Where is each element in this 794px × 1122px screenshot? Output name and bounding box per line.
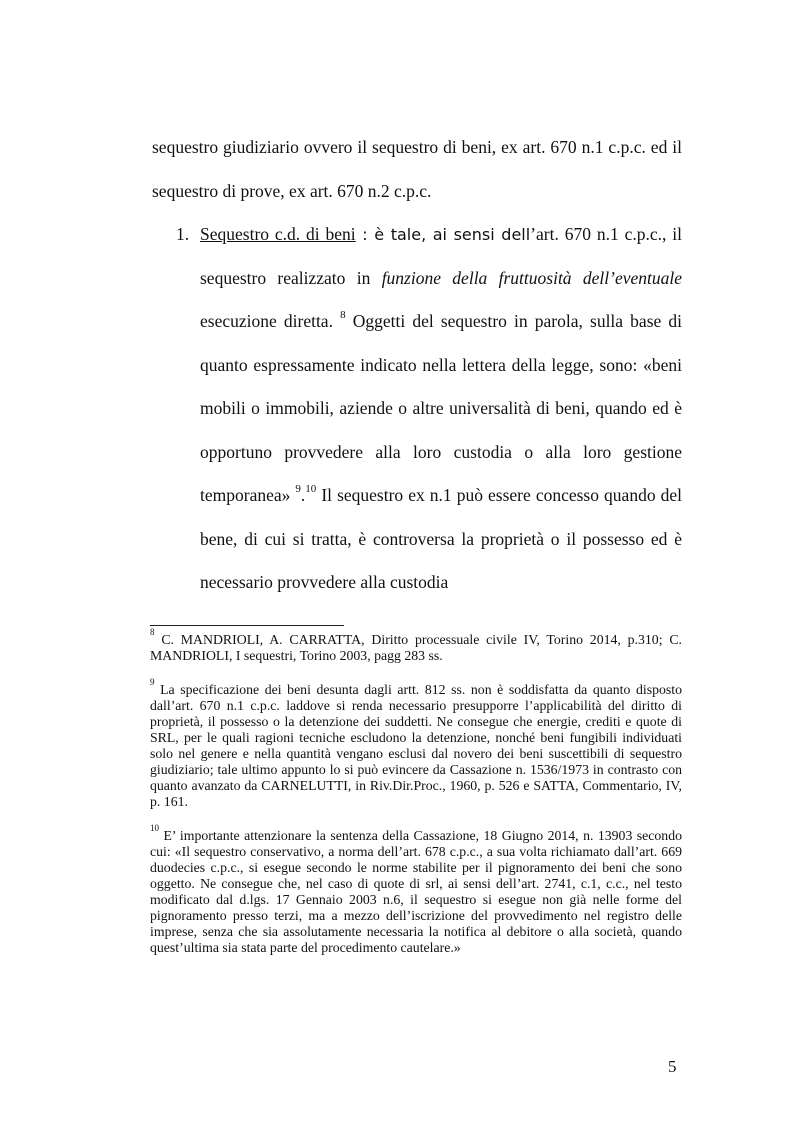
italic-text: funzione della fruttuosità dell’eventuale: [381, 267, 682, 288]
text-segment: Il sequestro ex n.1 può essere concesso quando del bene, di cui si tratta, è controversa la proprietà o il possesso ed è necessario provvedere alla custodia: [200, 485, 682, 592]
list-item: [152, 213, 682, 605]
footnote-number: 10: [150, 823, 159, 834]
text-segment: .: [300, 485, 306, 505]
term-colon: :: [355, 225, 375, 244]
footnote-ref-8[interactable]: 8: [340, 309, 346, 322]
footnote-9: [150, 677, 682, 810]
footnote-text: C. MANDRIOLI, A. CARRATTA, Diritto processuale civile IV, Torino 2014, p.310; C. MANDRIOLI, I sequestri, Torino 2003, pagg 283 ss.: [150, 632, 682, 663]
footnote-ref-9[interactable]: 9: [295, 483, 301, 496]
emphasis-text: è tale, ai sensi dell: [374, 225, 531, 244]
footnote-text: La specificazione dei beni desunta dagli artt. 812 ss. non è soddisfatta da quanto disposto dall’art. 670 n.1 c.p.c. laddove si renda necessario presupporre l’applicabilità del diritto di proprietà, il possesso o la detenzione dei suddetti. Ne consegue che energie, crediti e quote di SRL, per le quali ragioni tecniche escludono la detenzione, nonché beni fungibili individuati solo nel genere e nella quantità vengano esclusi dal novero dei beni suscettibili di sequestro giudiziario; tale ultimo appunto lo si può evincere da Cassazione n. 1536/1973 in contrasto con quanto avanzato da CARNELUTTI, in Riv.Dir.Proc., 1960, p. 526 e SATTA, Commentario, IV, p. 161.: [150, 682, 682, 809]
footnote-8: [150, 627, 682, 664]
term-heading: Sequestro c.d. di beni: [200, 224, 356, 244]
text-segment: esecuzione diretta.: [200, 311, 333, 331]
text-segment: ’art. 670 n.1 c.p.c., il sequestro realizzato in: [200, 224, 683, 288]
footnote-number: 9: [150, 677, 155, 688]
footnote-ref-10[interactable]: 10: [305, 483, 317, 496]
list-number: 1.: [176, 224, 190, 244]
numbered-list: [152, 213, 682, 605]
footnote-number: 8: [150, 627, 155, 638]
intro-paragraph: sequestro giudiziario ovvero il sequestro di beni, ex art. 670 n.1 c.p.c. ed il sequestro di prove, ex art. 670 n.2 c.p.c.: [152, 137, 682, 201]
footnote-separator: [150, 625, 344, 626]
footnote-10: [150, 823, 683, 956]
body-text: [152, 126, 682, 605]
footnotes: [150, 627, 683, 974]
text-segment: Oggetti del sequestro in parola, sulla base di quanto espressamente indicato nella lettera della legge, sono: «beni mobili o immobili, aziende o altre universalità di beni, quando ed è opportuno provvedere alla loro custodia o alla loro gestione temporanea»: [200, 311, 683, 505]
footnote-text: E’ importante attenzionare la sentenza della Cassazione, 18 Giugno 2014, n. 13903 secondo cui: «Il sequestro conservativo, a norma dell’art. 678 c.p.c., a sua volta richiamato dall’art. 669 duodecies c.p.c., si esegue secondo le norme stabilite per il pignoramento dei beni che sono oggetto. Ne consegue che, nel caso di quote di srl, ai sensi dell’art. 2741, c.1, c.c., nel testo modificato dal d.lgs. 17 Gennaio 2003 n.6, il sequestro si esegue non già nelle forme del pignoramento presso terzi, ma a mezzo dell’iscrizione del provvedimento nel registro delle imprese, senza che sia assolutamente necessaria la notifica al debitore o alla società, quando quest’ultima sia stata parte del procedimento cautelare.»: [150, 828, 683, 955]
page-number: 5: [668, 1057, 677, 1076]
